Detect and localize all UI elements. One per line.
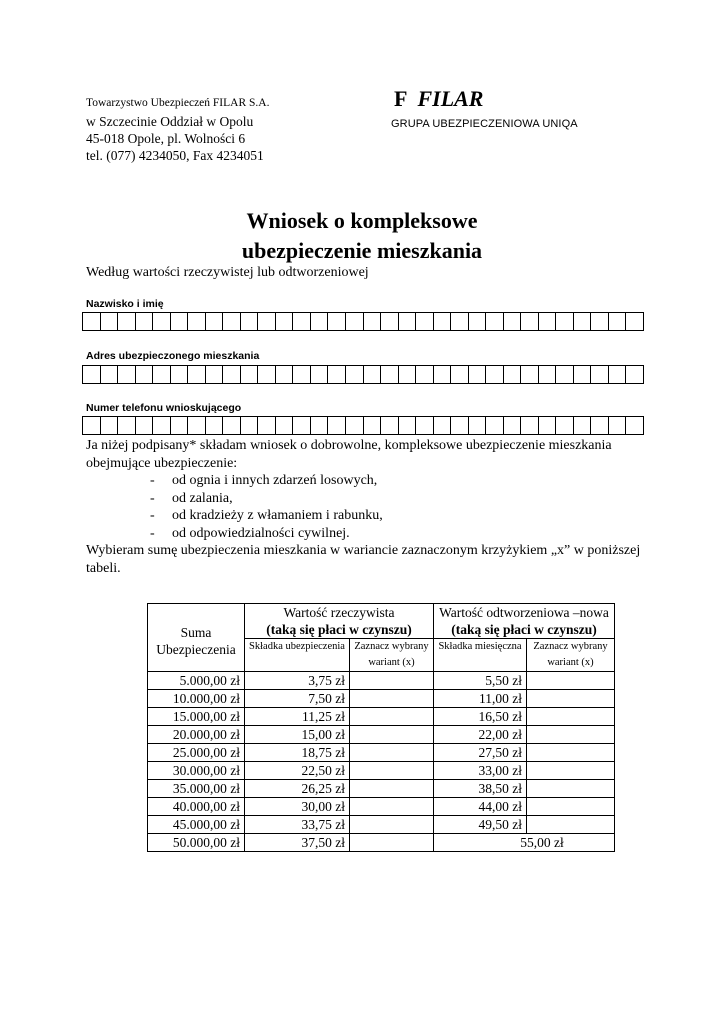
- rz-cell: 30,00 zł: [245, 798, 350, 816]
- char-box[interactable]: [118, 416, 136, 435]
- col-header-zaznacz-1: Zaznacz wybrany wariant (x): [350, 639, 434, 672]
- odt-cell: 22,00 zł: [434, 726, 527, 744]
- rz-cell: 26,25 zł: [245, 780, 350, 798]
- char-box[interactable]: [591, 416, 609, 435]
- char-box[interactable]: [118, 365, 136, 384]
- table-row: [148, 726, 615, 744]
- char-box[interactable]: [609, 365, 627, 384]
- char-box[interactable]: [626, 365, 644, 384]
- char-box[interactable]: [101, 312, 119, 331]
- odt-cell: 38,50 zł: [434, 780, 527, 798]
- char-box[interactable]: [521, 365, 539, 384]
- char-box[interactable]: [399, 365, 417, 384]
- char-box[interactable]: [223, 312, 241, 331]
- char-box[interactable]: [241, 365, 259, 384]
- char-box[interactable]: [364, 312, 382, 331]
- table-row: [148, 834, 615, 852]
- table-row: [148, 762, 615, 780]
- char-box[interactable]: [364, 416, 382, 435]
- suma-cell: 5.000,00 zł: [148, 672, 245, 690]
- rates-table: [147, 603, 615, 852]
- suma-cell: 50.000,00 zł: [148, 834, 245, 852]
- company-name: Towarzystwo Ubezpieczeń FILAR S.A.: [86, 97, 270, 109]
- char-box[interactable]: [469, 365, 487, 384]
- char-box[interactable]: [609, 416, 627, 435]
- char-box[interactable]: [486, 365, 504, 384]
- char-box[interactable]: [311, 365, 329, 384]
- coverage-item: - od zalania,: [150, 490, 233, 506]
- char-box[interactable]: [118, 312, 136, 331]
- char-box[interactable]: [381, 416, 399, 435]
- document-title-line1: Wniosek o kompleksowe: [246, 208, 478, 233]
- char-box[interactable]: [223, 365, 241, 384]
- select-rz-cell[interactable]: [350, 708, 434, 726]
- group2-header: Wartość odtworzeniowa –nowa (taką się płaci w czynszu): [434, 604, 615, 639]
- coverage-item: - od kradzieży z włamaniem i rabunku,: [150, 508, 383, 523]
- col-header-skladka-2: Składka miesięczna: [434, 639, 527, 672]
- char-box[interactable]: [451, 312, 469, 331]
- char-box[interactable]: [591, 365, 609, 384]
- char-box[interactable]: [328, 312, 346, 331]
- select-odt-cell[interactable]: [527, 780, 615, 798]
- group1-header: Wartość rzeczywista (taką się płaci w czynszu): [245, 604, 434, 639]
- char-box[interactable]: [101, 365, 119, 384]
- char-box[interactable]: [486, 312, 504, 331]
- char-box[interactable]: [83, 416, 101, 435]
- char-box[interactable]: [206, 312, 224, 331]
- company-branch: w Szczecinie Oddział w Opolu: [86, 114, 254, 129]
- char-box[interactable]: [451, 416, 469, 435]
- char-box[interactable]: [188, 416, 206, 435]
- coverage-list: [86, 472, 646, 542]
- table-row: [148, 798, 615, 816]
- select-rz-cell[interactable]: [350, 726, 434, 744]
- char-box[interactable]: [188, 312, 206, 331]
- select-odt-cell[interactable]: [527, 762, 615, 780]
- rz-cell: 22,50 zł: [245, 762, 350, 780]
- char-box[interactable]: [293, 312, 311, 331]
- select-rz-cell[interactable]: [350, 780, 434, 798]
- select-rz-cell[interactable]: [350, 672, 434, 690]
- char-box[interactable]: [83, 365, 101, 384]
- document-subtitle: Według wartości rzeczywistej lub odtworzeniowej: [86, 265, 369, 280]
- char-box[interactable]: [504, 312, 522, 331]
- char-box[interactable]: [311, 312, 329, 331]
- suma-cell: 10.000,00 zł: [148, 690, 245, 708]
- char-box[interactable]: [258, 312, 276, 331]
- odt-cell: 55,00 zł: [434, 834, 615, 852]
- char-box[interactable]: [346, 312, 364, 331]
- char-box[interactable]: [609, 312, 627, 331]
- rz-cell: 3,75 zł: [245, 672, 350, 690]
- coverage-item: - od ognia i innych zdarzeń losowych,: [150, 473, 378, 488]
- char-box[interactable]: [364, 365, 382, 384]
- char-box[interactable]: [258, 365, 276, 384]
- char-box[interactable]: [469, 312, 487, 331]
- col-header-zaznacz-2: Zaznacz wybrany wariant (x): [527, 639, 615, 672]
- char-box[interactable]: [434, 365, 452, 384]
- char-box[interactable]: [416, 365, 434, 384]
- suma-cell: 45.000,00 zł: [148, 816, 245, 834]
- select-odt-cell[interactable]: [527, 690, 615, 708]
- char-box[interactable]: [136, 365, 154, 384]
- char-box[interactable]: [328, 416, 346, 435]
- address-input-boxes[interactable]: [82, 365, 644, 384]
- select-rz-cell[interactable]: [350, 834, 434, 852]
- select-rz-cell[interactable]: [350, 690, 434, 708]
- char-box[interactable]: [451, 365, 469, 384]
- select-odt-cell[interactable]: [527, 798, 615, 816]
- phone-input-boxes[interactable]: [82, 416, 644, 435]
- select-odt-cell[interactable]: [527, 816, 615, 834]
- table-row: [148, 744, 615, 762]
- char-box[interactable]: [556, 312, 574, 331]
- table-row: [148, 780, 615, 798]
- brand-name: FILAR: [417, 86, 484, 111]
- odt-cell: 5,50 zł: [434, 672, 527, 690]
- declaration-outro: Wybieram sumę ubezpieczenia mieszkania w wariancie zaznaczonym krzyżykiem „x” w poniższej tabeli.: [86, 543, 641, 576]
- rz-cell: 15,00 zł: [245, 726, 350, 744]
- company-address: 45-018 Opole, pl. Wolności 6: [86, 131, 246, 146]
- char-box[interactable]: [539, 365, 557, 384]
- odt-cell: 11,00 zł: [434, 690, 527, 708]
- rz-cell: 7,50 zł: [245, 690, 350, 708]
- char-box[interactable]: [258, 416, 276, 435]
- odt-cell: 16,50 zł: [434, 708, 527, 726]
- char-box[interactable]: [469, 416, 487, 435]
- select-rz-cell[interactable]: [350, 762, 434, 780]
- odt-cell: 49,50 zł: [434, 816, 527, 834]
- char-box[interactable]: [434, 416, 452, 435]
- select-rz-cell[interactable]: [350, 744, 434, 762]
- char-box[interactable]: [223, 416, 241, 435]
- rz-cell: 33,75 zł: [245, 816, 350, 834]
- suma-cell: 20.000,00 zł: [148, 726, 245, 744]
- char-box[interactable]: [626, 416, 644, 435]
- field-label-address: Adres ubezpieczonego mieszkania: [86, 350, 260, 362]
- suma-cell: 25.000,00 zł: [148, 744, 245, 762]
- odt-cell: 44,00 zł: [434, 798, 527, 816]
- table-row: [148, 708, 615, 726]
- char-box[interactable]: [276, 416, 294, 435]
- char-box[interactable]: [574, 312, 592, 331]
- rz-cell: 37,50 zł: [245, 834, 350, 852]
- char-box[interactable]: [416, 312, 434, 331]
- field-label-name: Nazwisko i imię: [86, 298, 164, 310]
- char-box[interactable]: [171, 416, 189, 435]
- char-box[interactable]: [556, 365, 574, 384]
- brand-letter: F: [394, 86, 408, 111]
- char-box[interactable]: [381, 312, 399, 331]
- select-rz-cell[interactable]: [350, 816, 434, 834]
- col-header-skladka-1: Składka ubezpieczenia: [245, 639, 350, 672]
- char-box[interactable]: [136, 416, 154, 435]
- char-box[interactable]: [434, 312, 452, 331]
- char-box[interactable]: [83, 312, 101, 331]
- char-box[interactable]: [101, 416, 119, 435]
- name-input-boxes[interactable]: [82, 312, 644, 331]
- select-odt-cell[interactable]: [527, 672, 615, 690]
- select-odt-cell[interactable]: [527, 708, 615, 726]
- suma-cell: 35.000,00 zł: [148, 780, 245, 798]
- char-box[interactable]: [591, 312, 609, 331]
- char-box[interactable]: [416, 416, 434, 435]
- char-box[interactable]: [328, 365, 346, 384]
- odt-cell: 27,50 zł: [434, 744, 527, 762]
- char-box[interactable]: [626, 312, 644, 331]
- coverage-item: - od odpowiedzialności cywilnej.: [150, 525, 350, 541]
- field-label-phone: Numer telefonu wnioskującego: [86, 402, 242, 414]
- table-row: [148, 690, 615, 708]
- brand-logo: [394, 86, 483, 112]
- char-box[interactable]: [311, 416, 329, 435]
- suma-cell: 15.000,00 zł: [148, 708, 245, 726]
- char-box[interactable]: [293, 365, 311, 384]
- char-box[interactable]: [206, 365, 224, 384]
- suma-header: Suma Ubezpieczenia: [148, 604, 245, 672]
- char-box[interactable]: [206, 416, 224, 435]
- char-box[interactable]: [276, 312, 294, 331]
- char-box[interactable]: [381, 365, 399, 384]
- rz-cell: 18,75 zł: [245, 744, 350, 762]
- table-row: [148, 672, 615, 690]
- char-box[interactable]: [136, 312, 154, 331]
- char-box[interactable]: [241, 416, 259, 435]
- suma-cell: 40.000,00 zł: [148, 798, 245, 816]
- char-box[interactable]: [171, 365, 189, 384]
- char-box[interactable]: [539, 416, 557, 435]
- char-box[interactable]: [504, 416, 522, 435]
- char-box[interactable]: [276, 365, 294, 384]
- select-odt-cell[interactable]: [527, 726, 615, 744]
- select-odt-cell[interactable]: [527, 744, 615, 762]
- char-box[interactable]: [188, 365, 206, 384]
- char-box[interactable]: [399, 416, 417, 435]
- char-box[interactable]: [574, 365, 592, 384]
- declaration: [86, 437, 646, 577]
- char-box[interactable]: [241, 312, 259, 331]
- rz-cell: 11,25 zł: [245, 708, 350, 726]
- char-box[interactable]: [153, 312, 171, 331]
- char-box[interactable]: [504, 365, 522, 384]
- char-box[interactable]: [574, 416, 592, 435]
- char-box[interactable]: [521, 416, 539, 435]
- table-row: [148, 816, 615, 834]
- odt-cell: 33,00 zł: [434, 762, 527, 780]
- char-box[interactable]: [486, 416, 504, 435]
- document-title-line2: ubezpieczenie mieszkania: [241, 238, 483, 263]
- suma-cell: 30.000,00 zł: [148, 762, 245, 780]
- company-phone: tel. (077) 4234050, Fax 4234051: [86, 148, 264, 163]
- char-box[interactable]: [346, 365, 364, 384]
- char-box[interactable]: [171, 312, 189, 331]
- char-box[interactable]: [153, 365, 171, 384]
- char-box[interactable]: [293, 416, 311, 435]
- group-name: GRUPA UBEZPIECZENIOWA UNIQA: [391, 118, 578, 130]
- char-box[interactable]: [521, 312, 539, 331]
- char-box[interactable]: [346, 416, 364, 435]
- select-rz-cell[interactable]: [350, 798, 434, 816]
- declaration-intro: Ja niżej podpisany* składam wniosek o dobrowolne, kompleksowe ubezpieczenie mieszkania obejmujące ubezpieczenie:: [86, 438, 612, 471]
- char-box[interactable]: [556, 416, 574, 435]
- char-box[interactable]: [399, 312, 417, 331]
- char-box[interactable]: [539, 312, 557, 331]
- char-box[interactable]: [153, 416, 171, 435]
